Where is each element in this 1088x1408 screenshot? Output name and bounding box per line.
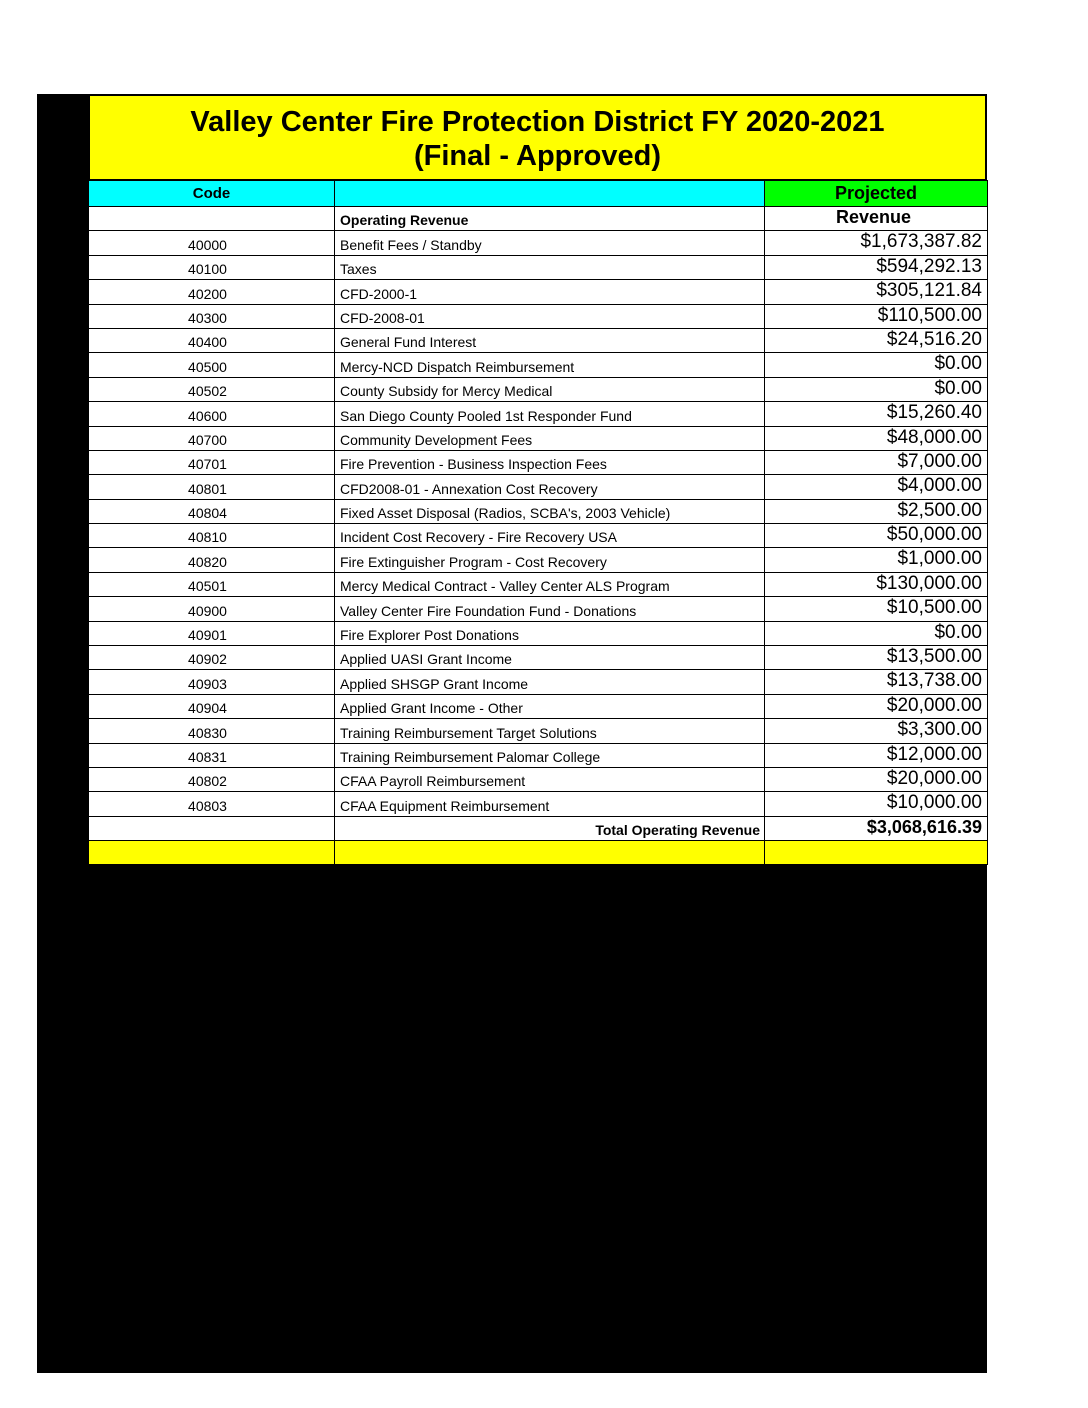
row-description: CFAA Payroll Reimbursement — [335, 767, 765, 791]
total-amount: $3,068,616.39 — [765, 816, 988, 840]
row-code: 40000 — [89, 231, 335, 255]
table-row — [89, 548, 988, 572]
row-code: 40901 — [89, 621, 335, 645]
row-description: Community Development Fees — [335, 426, 765, 450]
row-code: 40804 — [89, 499, 335, 523]
table-row — [89, 353, 988, 377]
table-row — [89, 743, 988, 767]
row-amount: $305,121.84 — [765, 280, 988, 304]
row-code: 40502 — [89, 377, 335, 401]
row-amount: $24,516.20 — [765, 328, 988, 352]
row-code: 40200 — [89, 280, 335, 304]
row-amount: $2,500.00 — [765, 499, 988, 523]
row-description: Mercy Medical Contract - Valley Center ALS Program — [335, 572, 765, 596]
description-header — [335, 181, 765, 207]
row-amount: $0.00 — [765, 621, 988, 645]
row-description: Fixed Asset Disposal (Radios, SCBA's, 2003 Vehicle) — [335, 499, 765, 523]
row-description: Benefit Fees / Standby — [335, 231, 765, 255]
header-row — [89, 181, 988, 207]
table-row — [89, 621, 988, 645]
table-row — [89, 402, 988, 426]
table-row — [89, 304, 988, 328]
table-row — [89, 670, 988, 694]
table-row — [89, 597, 988, 621]
row-code: 40900 — [89, 597, 335, 621]
row-code: 40100 — [89, 255, 335, 279]
row-description: Applied Grant Income - Other — [335, 694, 765, 718]
row-code: 40501 — [89, 572, 335, 596]
title-line-1: Valley Center Fire Protection District FY 2020-2021 — [190, 106, 885, 138]
row-amount: $15,260.40 — [765, 402, 988, 426]
table-row — [89, 328, 988, 352]
row-amount: $7,000.00 — [765, 450, 988, 474]
row-amount: $10,000.00 — [765, 792, 988, 816]
row-code: 40600 — [89, 402, 335, 426]
row-description: San Diego County Pooled 1st Responder Fund — [335, 402, 765, 426]
revenue-header: Revenue — [765, 207, 988, 231]
row-description: Fire Extinguisher Program - Cost Recovery — [335, 548, 765, 572]
row-code: 40701 — [89, 450, 335, 474]
row-amount: $0.00 — [765, 353, 988, 377]
row-amount: $20,000.00 — [765, 694, 988, 718]
table-row — [89, 255, 988, 279]
row-code: 40820 — [89, 548, 335, 572]
table-row — [89, 572, 988, 596]
row-description: Applied UASI Grant Income — [335, 646, 765, 670]
row-description: CFD-2008-01 — [335, 304, 765, 328]
row-code: 40902 — [89, 646, 335, 670]
section-title: Operating Revenue — [335, 207, 765, 231]
row-code: 40300 — [89, 304, 335, 328]
row-amount: $0.00 — [765, 377, 988, 401]
code-header: Code — [89, 181, 335, 207]
row-description: Applied SHSGP Grant Income — [335, 670, 765, 694]
row-amount: $594,292.13 — [765, 255, 988, 279]
revenue-sheet — [88, 94, 987, 865]
total-label: Total Operating Revenue — [335, 816, 765, 840]
row-amount: $1,000.00 — [765, 548, 988, 572]
table-row — [89, 377, 988, 401]
footer-row — [89, 841, 988, 865]
row-description: Fire Explorer Post Donations — [335, 621, 765, 645]
row-code: 40802 — [89, 767, 335, 791]
row-description: CFD-2000-1 — [335, 280, 765, 304]
row-code: 40803 — [89, 792, 335, 816]
title-line-2: (Final - Approved) — [413, 140, 662, 172]
row-amount: $48,000.00 — [765, 426, 988, 450]
row-amount: $1,673,387.82 — [765, 231, 988, 255]
empty-cell — [89, 816, 335, 840]
row-code: 40500 — [89, 353, 335, 377]
row-description: Incident Cost Recovery - Fire Recovery USA — [335, 524, 765, 548]
row-description: Fire Prevention - Business Inspection Fees — [335, 450, 765, 474]
row-description: Mercy-NCD Dispatch Reimbursement — [335, 353, 765, 377]
row-description: CFAA Equipment Reimbursement — [335, 792, 765, 816]
section-header-row — [89, 207, 988, 231]
row-code: 40801 — [89, 475, 335, 499]
row-description: Training Reimbursement Palomar College — [335, 743, 765, 767]
table-row — [89, 475, 988, 499]
row-amount: $13,738.00 — [765, 670, 988, 694]
row-code: 40904 — [89, 694, 335, 718]
footer-cell — [89, 841, 335, 865]
projected-header: Projected — [765, 181, 988, 207]
table-row — [89, 719, 988, 743]
empty-cell — [89, 207, 335, 231]
footer-cell — [765, 841, 988, 865]
total-row — [89, 816, 988, 840]
table-row — [89, 280, 988, 304]
row-code: 40700 — [89, 426, 335, 450]
row-code: 40810 — [89, 524, 335, 548]
table-row — [89, 426, 988, 450]
table-row — [89, 792, 988, 816]
row-code: 40831 — [89, 743, 335, 767]
row-code: 40903 — [89, 670, 335, 694]
table-row — [89, 694, 988, 718]
row-amount: $4,000.00 — [765, 475, 988, 499]
table-row — [89, 231, 988, 255]
table-row — [89, 646, 988, 670]
row-description: Taxes — [335, 255, 765, 279]
row-description: CFD2008-01 - Annexation Cost Recovery — [335, 475, 765, 499]
row-amount: $12,000.00 — [765, 743, 988, 767]
table-row — [89, 499, 988, 523]
table-row — [89, 524, 988, 548]
row-amount: $50,000.00 — [765, 524, 988, 548]
table-row — [89, 450, 988, 474]
row-amount: $13,500.00 — [765, 646, 988, 670]
row-amount: $110,500.00 — [765, 304, 988, 328]
table-row — [89, 767, 988, 791]
row-code: 40400 — [89, 328, 335, 352]
row-description: General Fund Interest — [335, 328, 765, 352]
row-description: County Subsidy for Mercy Medical — [335, 377, 765, 401]
row-amount: $130,000.00 — [765, 572, 988, 596]
revenue-table — [88, 180, 988, 865]
row-amount: $20,000.00 — [765, 767, 988, 791]
title-block — [88, 94, 987, 180]
row-description: Valley Center Fire Foundation Fund - Donations — [335, 597, 765, 621]
footer-cell — [335, 841, 765, 865]
row-amount: $3,300.00 — [765, 719, 988, 743]
row-description: Training Reimbursement Target Solutions — [335, 719, 765, 743]
row-amount: $10,500.00 — [765, 597, 988, 621]
row-code: 40830 — [89, 719, 335, 743]
